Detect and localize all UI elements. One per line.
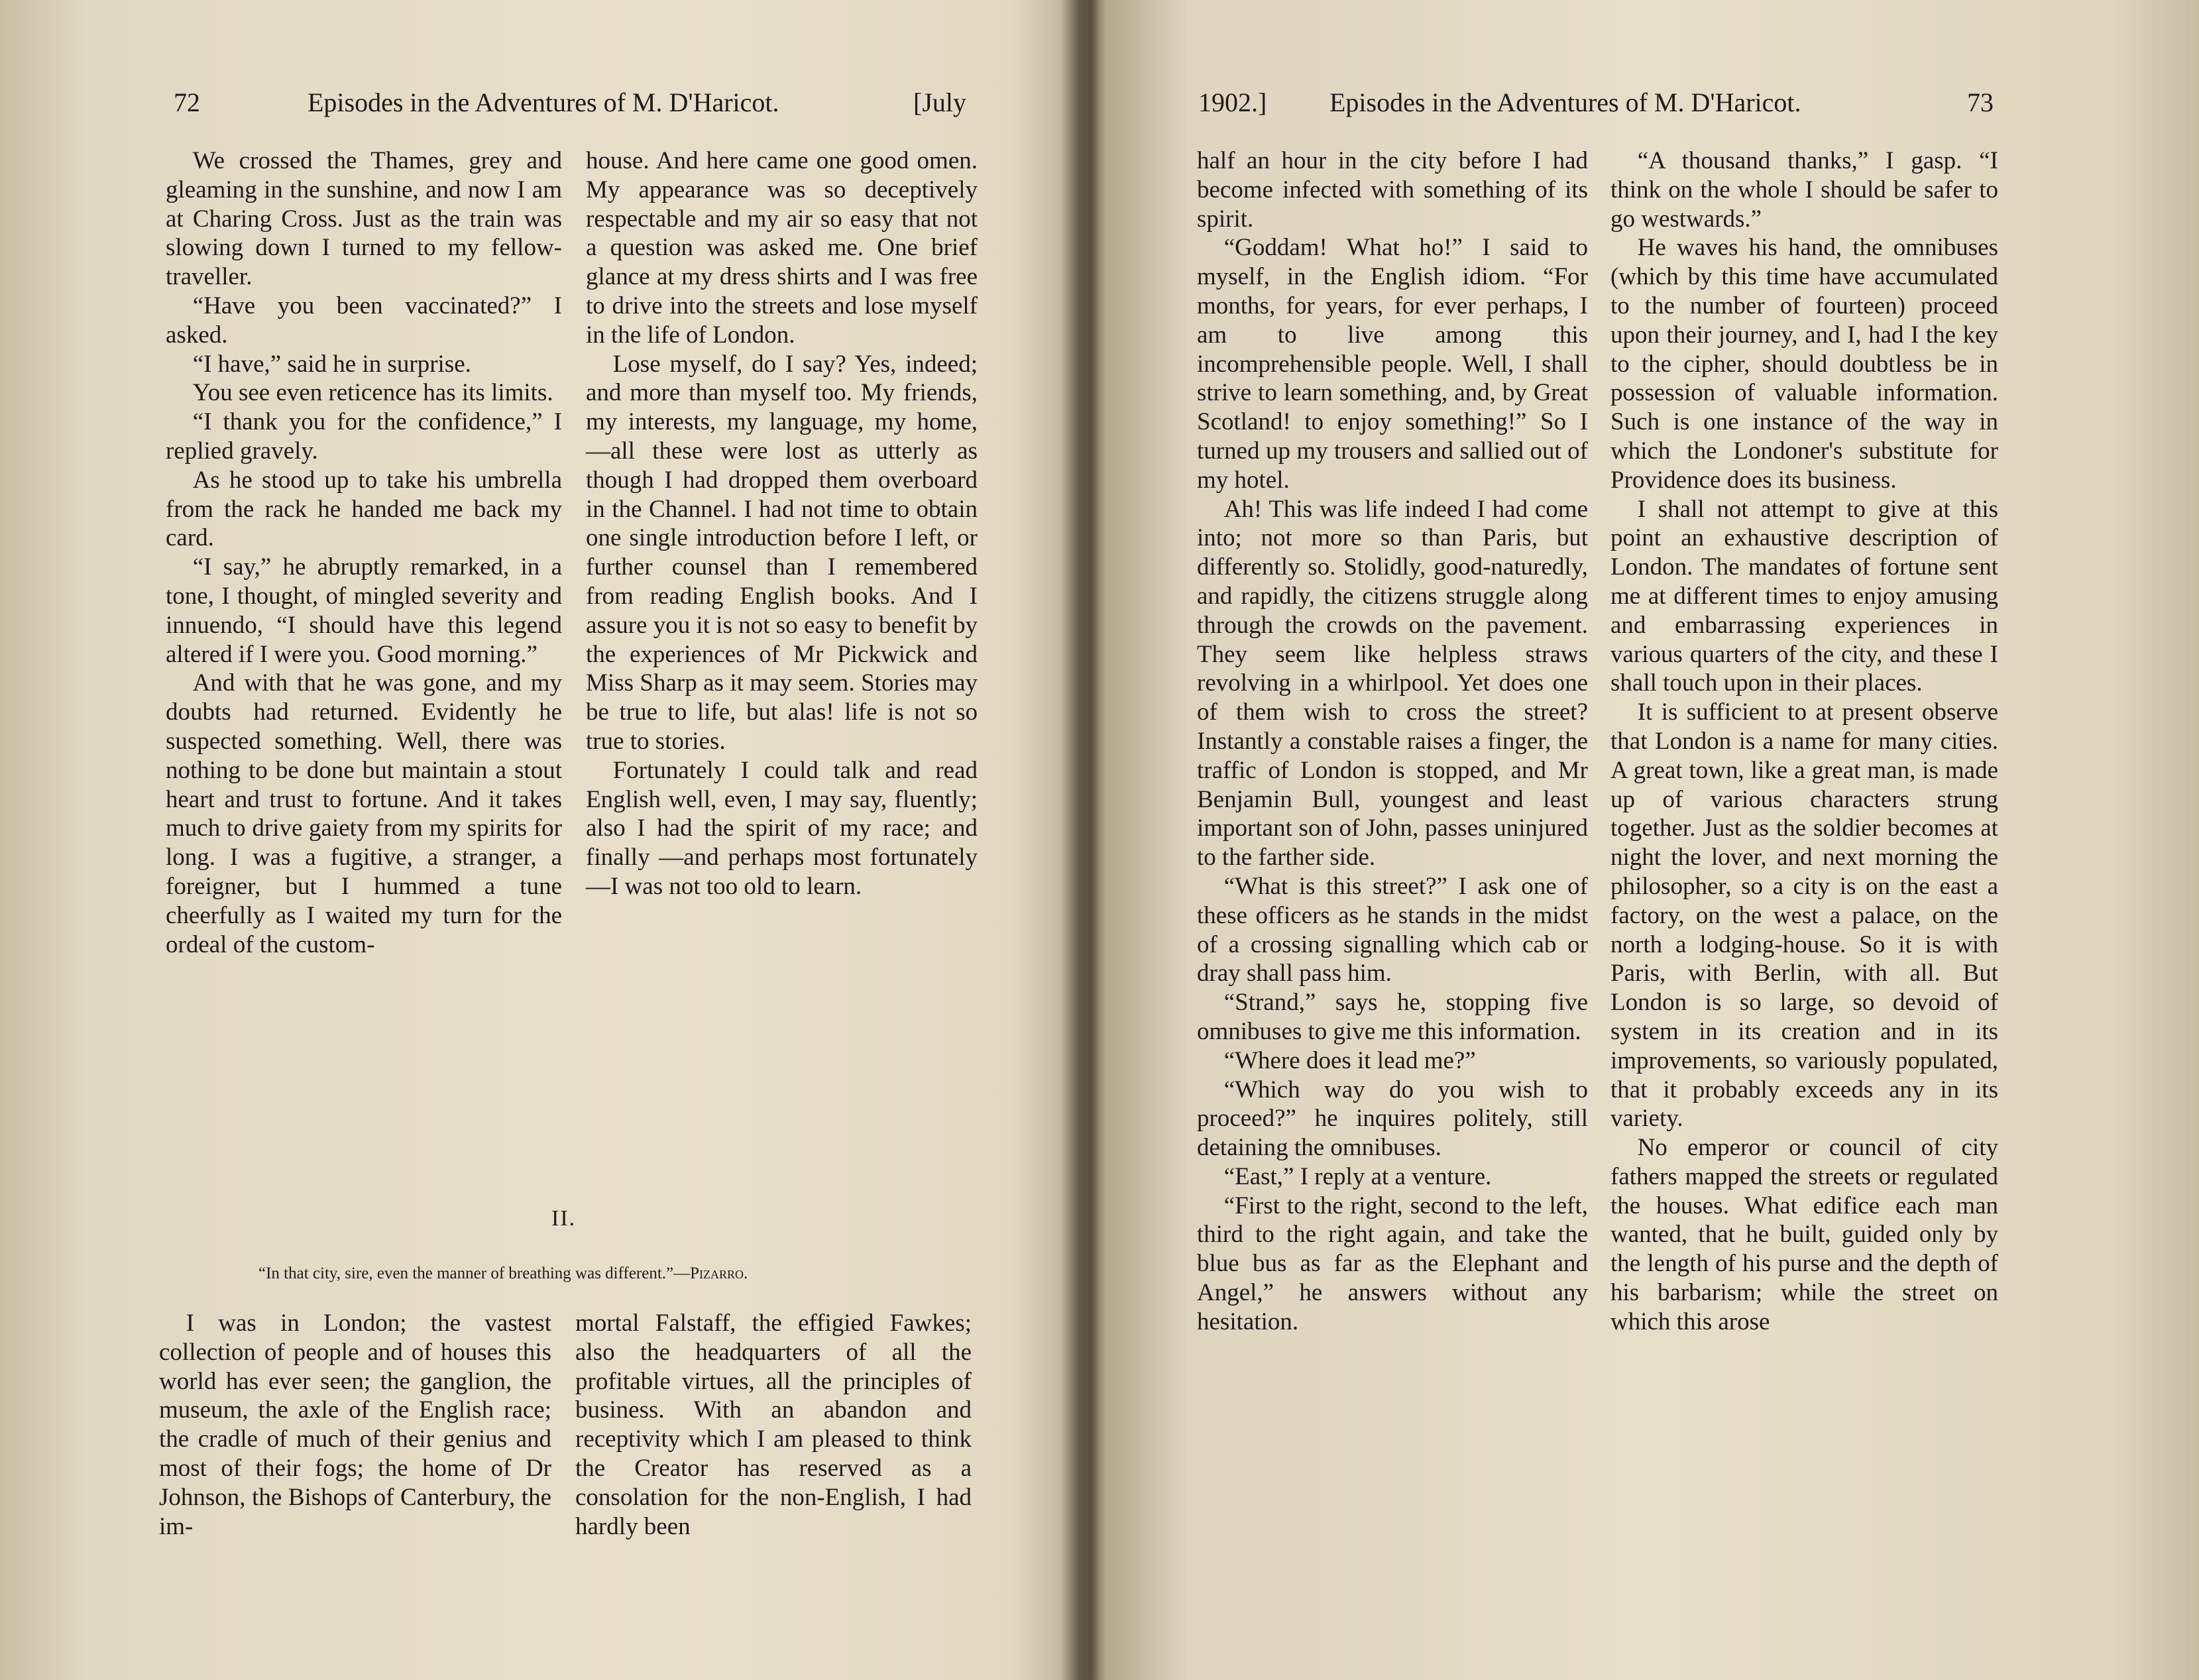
epigraph <box>258 1264 748 1283</box>
date-marker-right: 1902.] <box>1198 87 1267 117</box>
paragraph: As he stood up to take his umbrella from the rack he handed me back my card. <box>166 466 562 552</box>
paragraph: And with that he was gone, and my doubts had returned. Evidently he suspected something. Well, there was nothing to be done but maintain a stout heart and trust to fortune. And it takes much to drive gaiety from my spirits for long. I was a fugitive, a stranger, a foreigner, but I hummed a tune cheerfully as I waited my turn for the ordeal of the custom- <box>166 669 562 958</box>
right-page <box>1087 0 2199 1680</box>
paragraph: “Have you been vaccinated?” I asked. <box>166 292 562 349</box>
right-column-2 <box>1610 146 1998 1337</box>
paragraph: Fortunately I could talk and read English well, even, I may say, fluently; also I had the spirit of my race; and finally —and perhaps most fortunately—I was not too old to learn. <box>586 756 978 900</box>
paragraph: house. And here came one good omen. My appearance was so deceptively respectable and my air so easy that not a question was asked me. One brief glance at my dress shirts and I was free to drive into the streets and lose myself in the life of London. <box>586 147 978 349</box>
paragraph: mortal Falstaff, the effigied Fawkes; also the headquarters of all the profitable virtues, all the principles of business. With an abandon and receptivity which I am pleased to think the Creator has reserved as a consolation for the non-English, I had hardly been <box>575 1310 972 1540</box>
paragraph: He waves his hand, the omnibuses (which by this time have accumulated to the number of fourteen) proceed upon their journey, and I, had I the key to the cipher, should doubtless be in possession of valuable information. Such is one instance of the way in which the Londoner's substitute for Providence does its business. <box>1610 234 1998 494</box>
paragraph: We crossed the Thames, grey and gleaming in the sunshine, and now I am at Charing Cross. Just as the train was slowing down I turned to my fellow-traveller. <box>166 147 562 291</box>
page-number-left: 72 <box>174 87 200 117</box>
paragraph: “East,” I reply at a venture. <box>1223 1162 1492 1190</box>
left-page <box>0 0 1074 1680</box>
paragraph: It is sufficient to at present observe that London is a name for many cities. A great town, like a great man, is made up of various characters strung together. Just as the soldier becomes at night the lover, and next morning the philosopher, so a city is on the east a factory, on the west a palace, on the north a lodging-house. So it is with Paris, with Berlin, with all. But London is so large, so devoid of system in its creation and in its improvements, so variously populated, that it probably exceeds any in its variety. <box>1610 699 1998 1133</box>
left-column-1 <box>166 146 562 959</box>
paragraph: No emperor or council of city fathers mapped the streets or regulated the houses. What edifice each man wanted, that he built, guided only by the length of his purse and the depth of his barbarism; while the street on which this arose <box>1610 1134 1998 1335</box>
paragraph: “I thank you for the confidence,” I replied gravely. <box>166 408 562 465</box>
running-title-left: Episodes in the Adventures of M. D'Haricot. <box>308 87 779 117</box>
running-title-right: Episodes in the Adventures of M. D'Haricot. <box>1329 87 1801 117</box>
paragraph: Lose myself, do I say? Yes, indeed; and more than myself too. My friends, my interests, my language, my home,—all these were lost as utterly as though I had dropped them overboard in the Channel. I had not time to obtain one single introduction before I left, or further counsel than I remembered from reading English books. And I assure you it is not so easy to benefit by the experiences of Mr Pickwick and Miss Sharp as it may seem. Stories may be true to life, but alas! life is not so true to stories. <box>586 350 978 755</box>
paragraph: half an hour in the city before I had become infected with something of its spirit. <box>1197 147 1588 233</box>
paragraph: “Which way do you wish to proceed?” he inquires politely, still detaining the omnibuses. <box>1197 1076 1588 1162</box>
section-heading: II. <box>551 1206 577 1231</box>
paragraph: “Goddam! What ho!” I said to myself, in the English idiom. “For months, for years, for ever perhaps, I am to live among this incomprehensible people. Well, I shall strive to learn something, and, by Great Scotland! to enjoy something!” So I turned up my trousers and sallied out of my hotel. <box>1197 234 1588 494</box>
page-number-right: 73 <box>1967 87 1994 117</box>
paragraph: I shall not attempt to give at this point an exhaustive description of London. The mandates of fortune sent me at different times to enjoy amusing and embarrassing experiences in various quarters of the city, and these I shall touch upon in their places. <box>1610 495 1998 697</box>
left-column-4 <box>575 1309 972 1541</box>
date-marker-left: [July <box>913 87 966 117</box>
paragraph: I was in London; the vastest collection of people and of houses this world has ever seen; the ganglion, the museum, the axle of the English race; the cradle of much of their genius and most of their fogs; the home of Dr Johnson, the Bishops of Canterbury, the im- <box>159 1310 551 1540</box>
epigraph-quote: “In that city, sire, even the manner of breathing was different.”— <box>258 1264 691 1282</box>
paragraph: “A thousand thanks,” I gasp. “I think on the whole I should be safer to go westwards.” <box>1610 147 1998 233</box>
paragraph: “First to the right, second to the left, third to the right again, and take the blue bus as far as the Elephant and Angel,” he answers without any hesitation. <box>1197 1192 1588 1335</box>
paragraph: “Where does it lead me?” <box>1223 1046 1476 1074</box>
epigraph-attribution: Pizarro. <box>690 1264 748 1282</box>
paragraph: “I say,” he abruptly remarked, in a tone, I thought, of mingled severity and innuendo, “I should have this legend altered if I were you. Good morning.” <box>166 553 562 668</box>
paragraph: You see even reticence has its limits. <box>192 379 553 407</box>
left-column-2 <box>586 146 978 901</box>
paragraph: “What is this street?” I ask one of these officers as he stands in the midst of a crossing signalling which cab or dray shall pass him. <box>1197 872 1588 987</box>
paragraph: “Strand,” says he, stopping five omnibuses to give me this information. <box>1197 989 1588 1045</box>
paragraph: “I have,” said he in surprise. <box>192 350 471 378</box>
paragraph: Ah! This was life indeed I had come into; not more so than Paris, but differently so. Stolidly, good-naturedly, and rapidly, the citizens struggle along through the crowds on the pavement. They seem like helpless straws revolving in a whirlpool. Yet does one of them wish to cross the street? Instantly a constable raises a finger, the traffic of London is stopped, and Mr Benjamin Bull, youngest and least important son of John, passes uninjured to the farther side. <box>1197 495 1588 871</box>
right-column-1 <box>1197 146 1588 1337</box>
left-column-3 <box>159 1309 551 1541</box>
